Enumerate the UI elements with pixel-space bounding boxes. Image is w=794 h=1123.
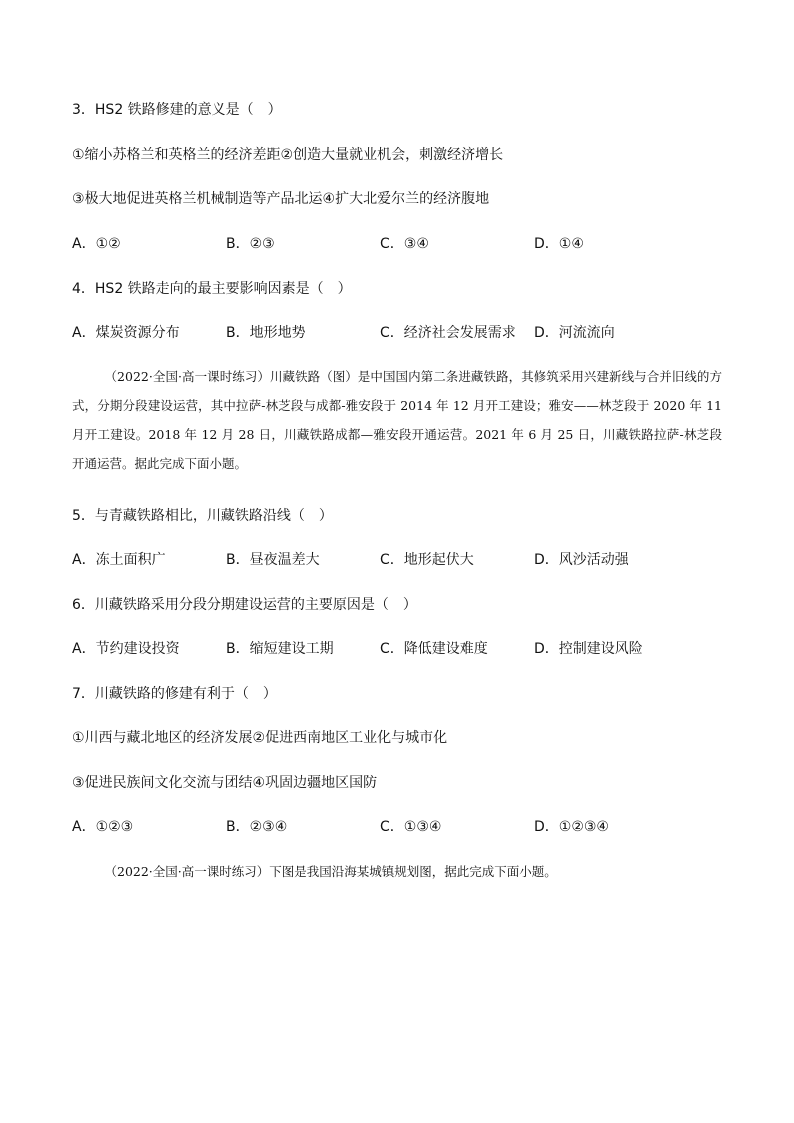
question-5-option-b: B．昼夜温差大 xyxy=(226,552,320,568)
question-7-option-d: D．①②③④ xyxy=(534,819,609,835)
question-6-option-b: B．缩短建设工期 xyxy=(226,641,334,657)
question-3-option-a: A．①② xyxy=(72,236,121,252)
question-4-option-d: D．河流流向 xyxy=(534,325,615,341)
question-5-option-a: A．冻土面积广 xyxy=(72,552,166,568)
reading-passage-coastal-town xyxy=(72,857,722,886)
question-6-option-c: C．降低建设难度 xyxy=(380,641,488,657)
question-3-option-d: D．①④ xyxy=(534,236,584,252)
question-3-statement-line-2: ③极大地促进英格兰机械制造等产品北运④扩大北爱尔兰的经济腹地 xyxy=(72,191,490,207)
question-5-option-c: C．地形起伏大 xyxy=(380,552,474,568)
question-6-option-a: A．节约建设投资 xyxy=(72,641,180,657)
question-7-stem: 7．川藏铁路的修建有利于（ ） xyxy=(72,686,277,702)
question-3-option-c: C．③④ xyxy=(380,236,429,252)
question-4-stem: 4．HS2 铁路走向的最主要影响因素是（ ） xyxy=(72,281,352,297)
passage-2-text: （2022·全国·高一课时练习）下图是我国沿海某城镇规划图，据此完成下面小题。 xyxy=(104,864,557,879)
question-4-option-c: C．经济社会发展需求 xyxy=(380,325,516,341)
question-3-stem: 3．HS2 铁路修建的意义是（ ） xyxy=(72,102,282,118)
reading-passage-sichuan-tibet xyxy=(72,362,722,478)
passage-1-text: （2022·全国·高一课时练习）川藏铁路（图）是中国国内第二条进藏铁路，其修筑采用兴建新线与合并旧线的方式，分期分段建设运营，其中拉萨-林芝段与成都-雅安段于 2014 年 12 月开工建设；雅安——林芝段于 2020 年 11 月开工建设。2018 年 12 月 28 日，川藏铁路成都—雅安段开通运营。2021 年 6 月 25 日，川藏铁路拉萨-林芝段开通运营。据此完成下面小题。 xyxy=(72,369,722,471)
question-7-option-b: B．②③④ xyxy=(226,819,288,835)
question-7-option-a: A．①②③ xyxy=(72,819,134,835)
question-7-option-c: C．①③④ xyxy=(380,819,442,835)
question-6-stem: 6．川藏铁路采用分段分期建设运营的主要原因是（ ） xyxy=(72,597,417,613)
question-4-option-a: A．煤炭资源分布 xyxy=(72,325,180,341)
question-3-option-b: B．②③ xyxy=(226,236,275,252)
question-6-option-d: D．控制建设风险 xyxy=(534,641,643,657)
question-5-option-d: D．风沙活动强 xyxy=(534,552,629,568)
question-5-stem: 5．与青藏铁路相比，川藏铁路沿线（ ） xyxy=(72,508,333,524)
question-4-option-b: B．地形地势 xyxy=(226,325,306,341)
question-7-statement-line-2: ③促进民族间文化交流与团结④巩固边疆地区国防 xyxy=(72,775,378,791)
question-7-statement-line-1: ①川西与藏北地区的经济发展②促进西南地区工业化与城市化 xyxy=(72,730,448,746)
question-3-statement-line-1: ①缩小苏格兰和英格兰的经济差距②创造大量就业机会，刺激经济增长 xyxy=(72,147,504,163)
